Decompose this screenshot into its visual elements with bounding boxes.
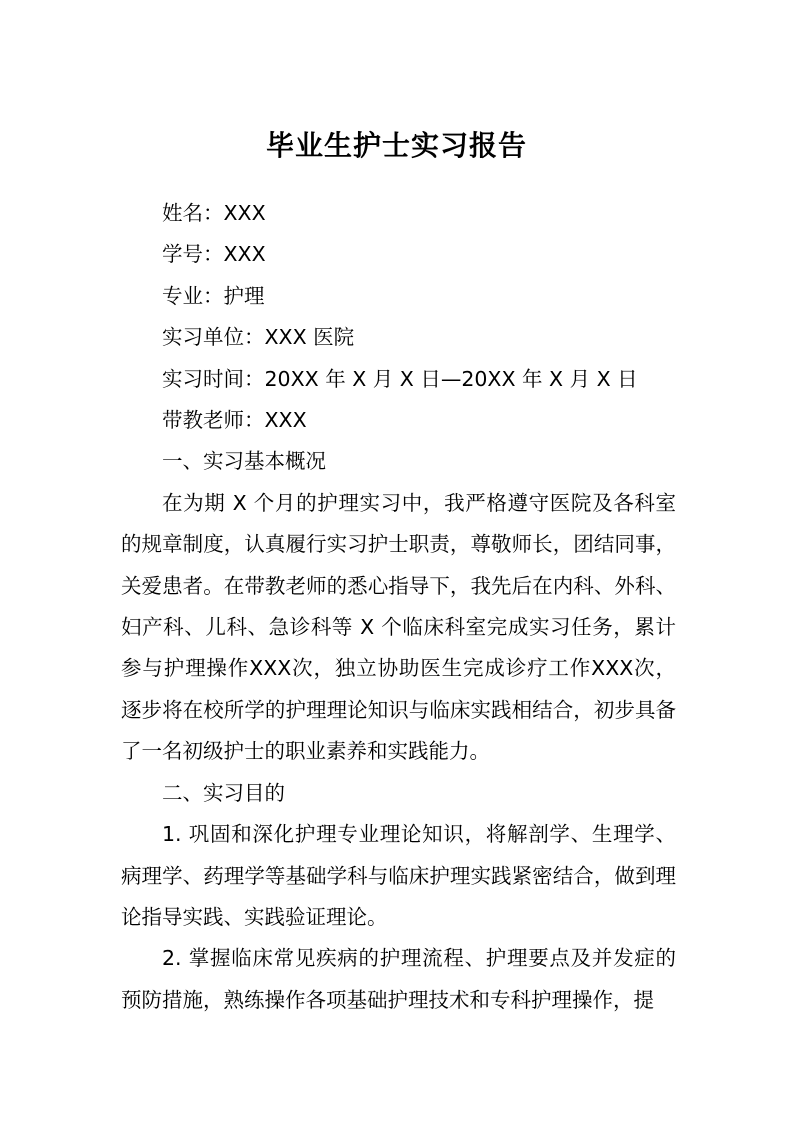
- purpose-item-2: 2. 掌握临床常见疾病的护理流程、护理要点及并发症的预防措施，熟练操作各项基础护理技术和专科护理操作，提: [121, 946, 676, 1012]
- paragraph-overview: 在为期 X 个月的护理实习中，我严格遵守医院及各科室的规章制度，认真履行实习护士职责，尊敬师长，团结同事，关爱患者。在带教老师的悉心指导下，我先后在内科、外科、妇产科、儿科、急诊科等 X 个临床科室完成实习任务，累计参与护理操作XXX次，独立协助医生完成诊疗工作XXX次，逐步将在校所学的护理理论知识与临床实践相结合，初步具备了一名初级护士的职业素养和实践能力。: [121, 490, 676, 764]
- info-internship-period: 实习时间：20XX 年 X 月 X 日—20XX 年 X 月 X 日: [162, 366, 638, 391]
- info-internship-unit: 实习单位：XXX 医院: [162, 325, 355, 350]
- info-student-id: 学号：XXX: [162, 242, 266, 267]
- info-supervisor: 带教老师：XXX: [162, 408, 307, 433]
- info-major: 专业：护理: [162, 283, 265, 308]
- section-heading-purpose: 二、实习目的: [162, 780, 285, 805]
- section-heading-overview: 一、实习基本概况: [162, 449, 326, 474]
- purpose-item-1: 1. 巩固和深化护理专业理论知识，将解剖学、生理学、病理学、药理学等基础学科与临床护理实践紧密结合，做到理论指导实践、实践验证理论。: [121, 822, 676, 929]
- document-title: 毕业生护士实习报告: [265, 129, 527, 162]
- document-body: [121, 193, 676, 1021]
- info-name: 姓名：XXX: [162, 201, 266, 225]
